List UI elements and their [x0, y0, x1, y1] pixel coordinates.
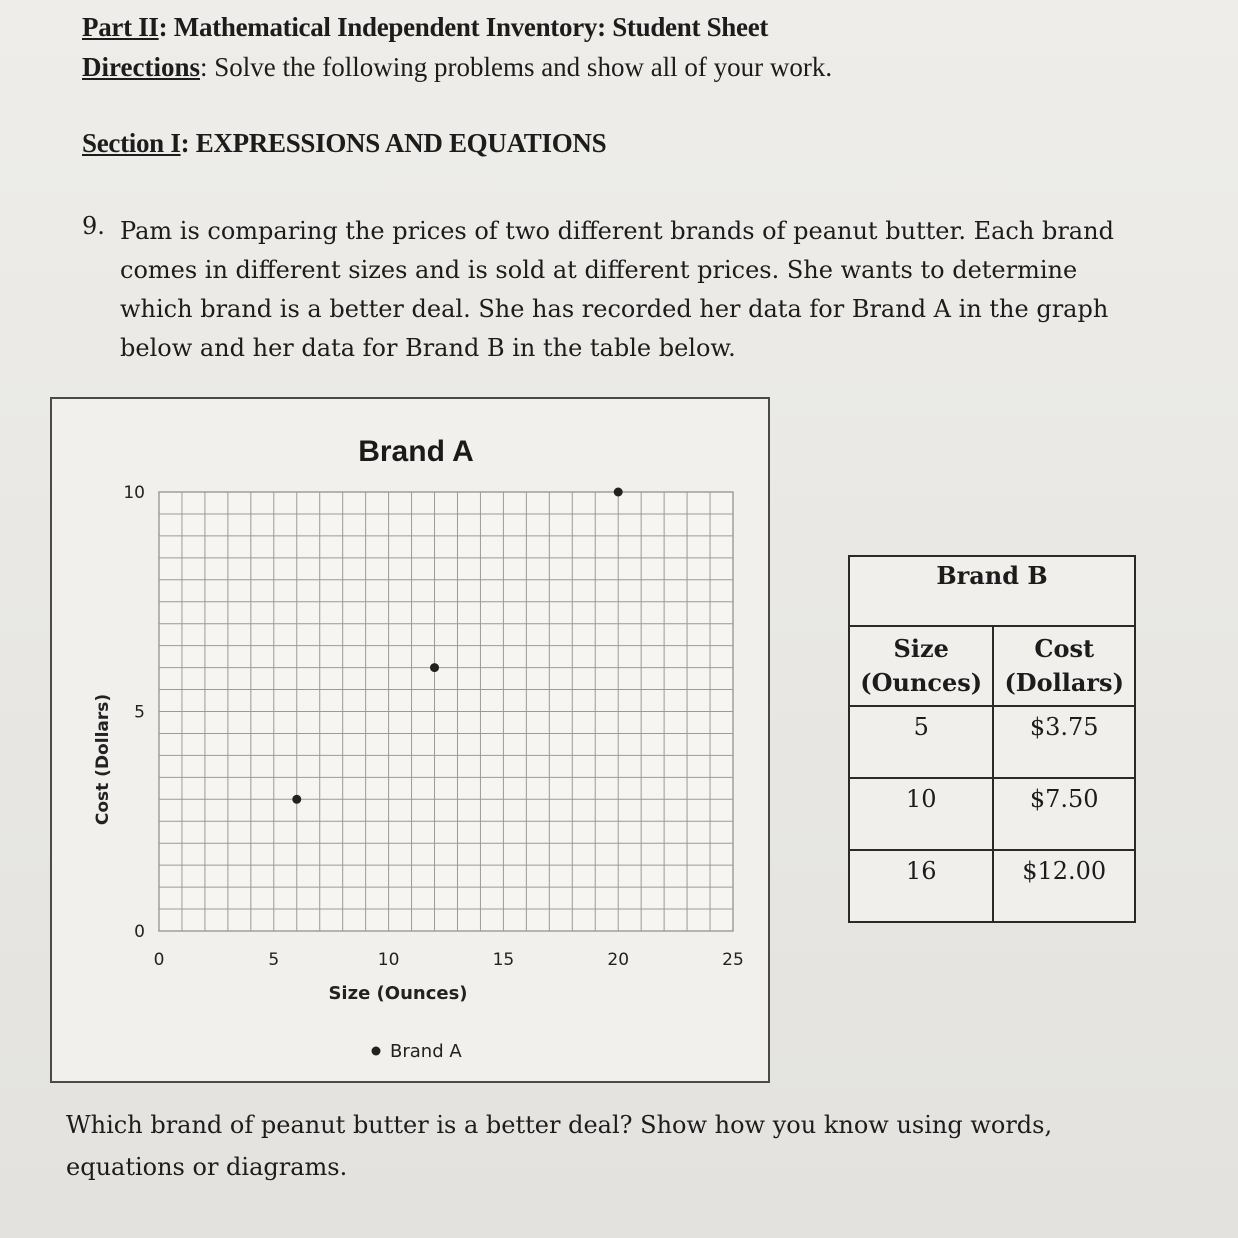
question-line: comes in different sizes and is sold at different prices. She wants to determine: [120, 256, 1078, 284]
directions-text: : Solve the following problems and show all of your work.: [199, 52, 833, 82]
y-tick-label: 10: [123, 483, 145, 503]
legend-marker: [372, 1047, 381, 1056]
question-line: Pam is comparing the prices of two different brands of peanut butter. Each brand: [120, 217, 1114, 245]
cost-header-line2: (Dollars): [1004, 668, 1124, 697]
directions-label: Directions: [82, 52, 200, 82]
size-header-line1: Size: [893, 634, 949, 663]
x-tick-label: 25: [722, 950, 744, 970]
cost-cell: $7.50: [993, 778, 1135, 850]
size-header-line2: (Ounces): [860, 668, 983, 697]
chart-title: Brand A: [358, 435, 474, 468]
question-line: below and her data for Brand B in the table below.: [120, 334, 736, 362]
question-text: [120, 212, 1180, 368]
part-heading: [82, 12, 768, 43]
x-axis-label: Size (Ounces): [328, 983, 468, 1004]
cost-header: [993, 626, 1135, 706]
cost-cell: $12.00: [993, 850, 1135, 922]
data-point: [614, 488, 623, 497]
x-tick-label: 15: [492, 950, 515, 970]
legend-label: Brand A: [390, 1041, 462, 1062]
table-row: [849, 778, 1135, 850]
question-line: which brand is a better deal. She has recorded her data for Brand A in the graph: [120, 295, 1109, 323]
section-label: Section I: [82, 128, 181, 158]
brand-a-chart-svg: [52, 399, 768, 1081]
brand-a-chart: [50, 397, 770, 1083]
table-row: [849, 706, 1135, 778]
brand-b-table: [848, 555, 1136, 923]
directions: [82, 52, 832, 83]
data-point: [292, 795, 301, 804]
x-tick-label: 20: [607, 950, 630, 970]
size-cell: 5: [849, 706, 993, 778]
prompt-line: Which brand of peanut butter is a better deal? Show how you know using words,: [66, 1111, 1053, 1139]
data-point: [430, 663, 439, 672]
size-cell: 16: [849, 850, 993, 922]
brand-b-title: Brand B: [849, 556, 1135, 626]
y-axis-label: Cost (Dollars): [93, 693, 113, 826]
section-title: : EXPRESSIONS AND EQUATIONS: [180, 128, 607, 158]
x-tick-label: 0: [153, 950, 165, 970]
y-tick-label: 5: [134, 702, 145, 723]
y-tick-label: 0: [134, 922, 145, 942]
table-row: [849, 850, 1135, 922]
size-header: [849, 626, 993, 706]
part-title: : Mathematical Independent Inventory: Student Sheet: [158, 12, 769, 42]
cost-header-line1: Cost: [1034, 634, 1095, 663]
section-heading: [82, 128, 606, 159]
question-number: 9.: [82, 212, 105, 240]
x-tick-label: 5: [268, 950, 280, 970]
x-tick-label: 10: [377, 950, 400, 970]
size-cell: 10: [849, 778, 993, 850]
part-label: Part II: [82, 12, 159, 42]
answer-prompt: [66, 1104, 1186, 1188]
prompt-line: equations or diagrams.: [66, 1153, 348, 1181]
cost-cell: $3.75: [993, 706, 1135, 778]
